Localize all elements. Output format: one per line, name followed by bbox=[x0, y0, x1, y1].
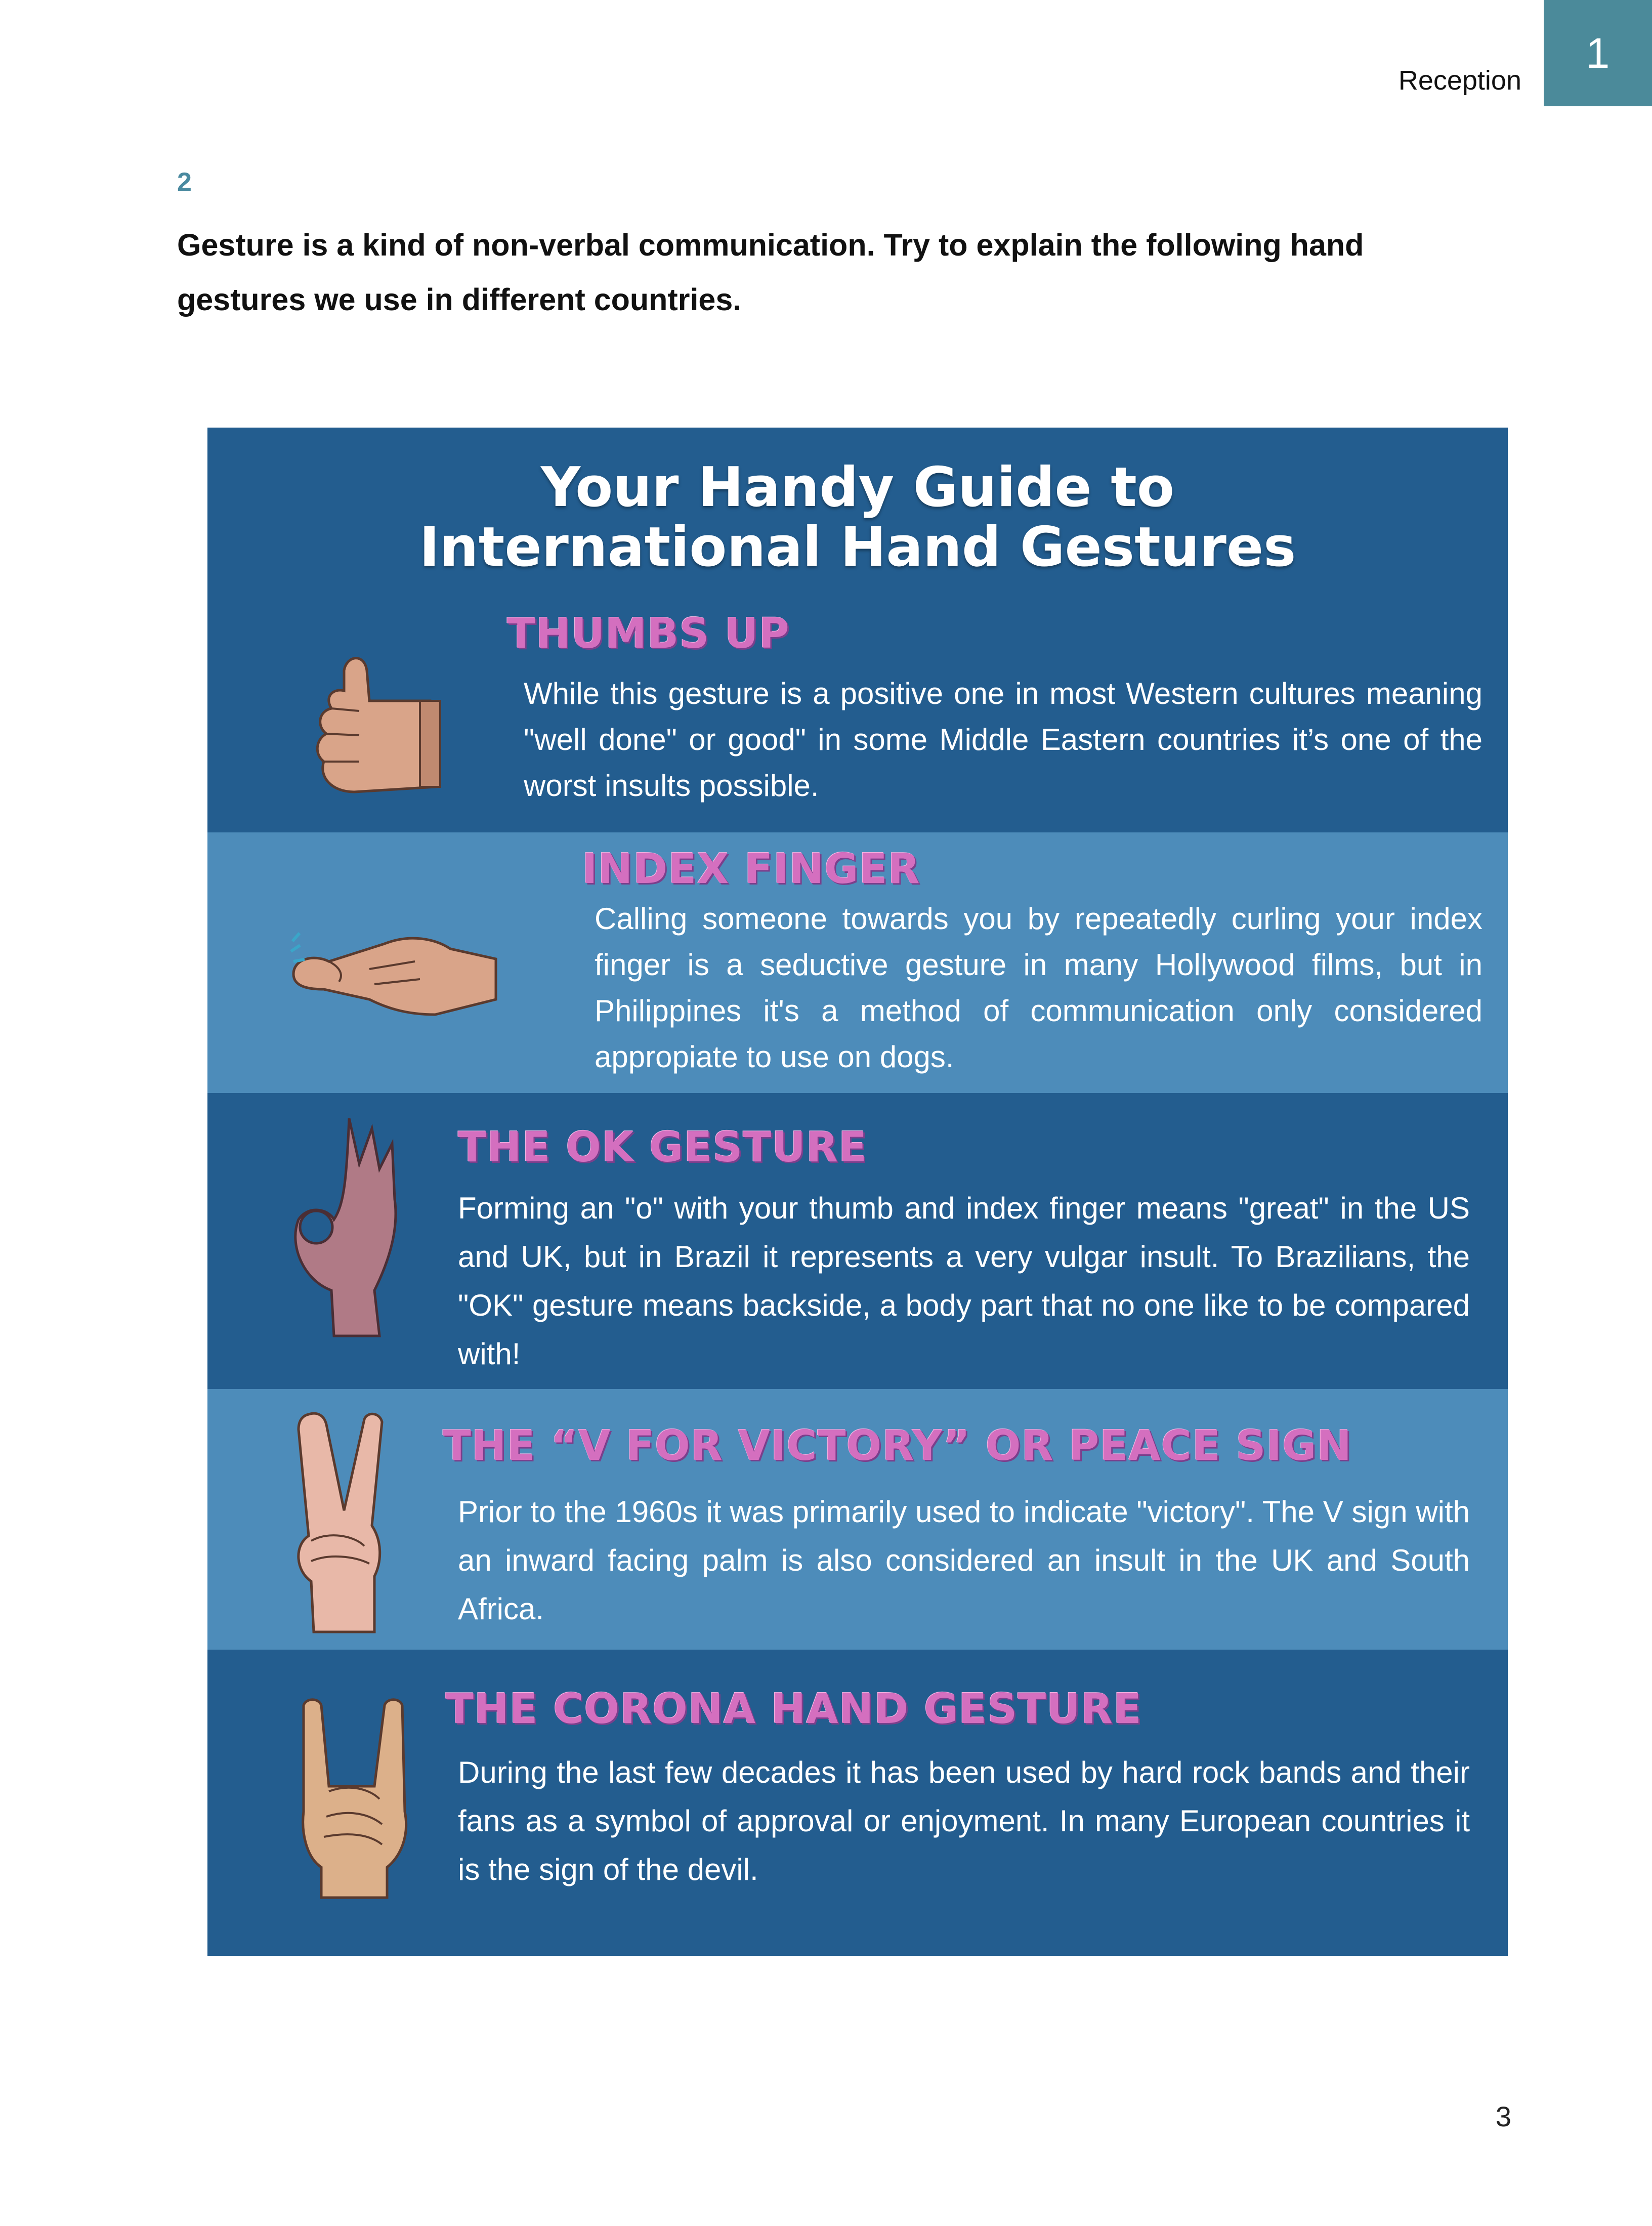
thumbs-up-icon bbox=[283, 640, 455, 812]
page-number: 3 bbox=[1495, 2101, 1511, 2132]
gesture-description: While this gesture is a positive one in most Western cultures meaning "well done" or good" in some Middle Eastern countries it’s one of the worst insults possible. bbox=[524, 677, 1482, 803]
infographic-title-line1: Your Handy Guide to bbox=[540, 456, 1175, 519]
gesture-description: Calling someone towards you by repeatedly curling your index finger is a seductive gesture in many Hollywood films, but in Philippines it's a method of communication only considered appropiate to use on dogs. bbox=[595, 902, 1482, 1074]
section-label: Reception bbox=[1398, 65, 1521, 96]
victory-sign-icon bbox=[288, 1409, 400, 1637]
gesture-section-ok bbox=[207, 1093, 1508, 1389]
gesture-section-index-finger bbox=[207, 832, 1508, 1093]
gesture-infographic bbox=[207, 428, 1508, 1956]
gesture-title: INDEX FINGER bbox=[582, 845, 920, 893]
gesture-title: THE CORONA HAND GESTURE bbox=[445, 1685, 1142, 1733]
chapter-number: 1 bbox=[1586, 29, 1610, 77]
infographic-title-line2: International Hand Gestures bbox=[419, 516, 1296, 579]
gesture-description: During the last few decades it has been used by hard rock bands and their fans as a symbol of approval or enjoyment. In many European countries it is the sign of the devil. bbox=[458, 1755, 1470, 1886]
gesture-section-corona bbox=[207, 1650, 1508, 1956]
gesture-title: THUMBS UP bbox=[507, 610, 790, 658]
gesture-section-victory bbox=[207, 1389, 1508, 1650]
index-finger-curl-icon bbox=[283, 913, 506, 1020]
exercise-instruction: Gesture is a kind of non-verbal communication. Try to explain the following hand gestures we use in different countries. bbox=[177, 228, 1364, 317]
exercise-number: 2 bbox=[177, 167, 192, 197]
infographic-title-overlay bbox=[207, 458, 1508, 577]
gesture-title: THE OK GESTURE bbox=[458, 1123, 867, 1171]
gesture-description: Forming an "o" with your thumb and index finger means "great" in the US and UK, but in Brazil it represents a very vulgar insult. To Brazilians, the "OK" gesture means backside, a body part that no one like to be compared with! bbox=[458, 1191, 1470, 1371]
gesture-description: Prior to the 1960s it was primarily used to indicate "victory". The V sign with an inward facing palm is also considered an insult in the UK and South Africa. bbox=[458, 1495, 1470, 1626]
corona-horns-icon bbox=[293, 1695, 415, 1903]
gesture-title: THE “V FOR VICTORY” OR PEACE SIGN bbox=[443, 1422, 1352, 1470]
ok-hand-icon bbox=[283, 1118, 415, 1341]
chapter-tab bbox=[1544, 0, 1652, 106]
